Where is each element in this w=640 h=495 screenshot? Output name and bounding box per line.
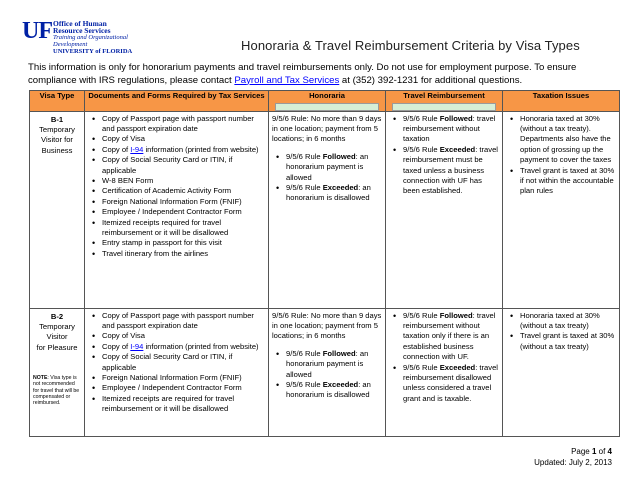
logo-line-1: Office of Human (53, 19, 107, 28)
table-row (30, 111, 620, 308)
visa-desc-line: for Pleasure (36, 342, 78, 352)
intro-text-before: This information is only for honorarium payments and travel reimbursements only. Do not use for employment purpose. To ensure compliance with IRS regulations, please contact (28, 62, 577, 86)
header-visa-type: Visa Type (30, 91, 85, 112)
list-item: • W-8 BEN Form (102, 176, 265, 186)
list-item: • Employee / Independent Contractor Form (102, 207, 265, 217)
page-footer (534, 447, 612, 468)
list-item: • Copy of I-94 information (printed from website) (102, 342, 265, 352)
list-item: • Copy of Social Security Card or ITIN, if applicable (102, 155, 265, 176)
list-item: • 9/5/6 Rule Exceeded: travel reimbursement disallowed unless considered a travel grant and is taxable. (403, 363, 499, 405)
header-green-bar (275, 103, 379, 111)
list-item: • 9/5/6 Rule Exceeded: an honorarium is disallowed (286, 183, 382, 204)
list-item: • Certification of Academic Activity Form (102, 186, 265, 196)
i94-link[interactable]: I-94 (130, 144, 144, 154)
page-number: Page 1 of 4 (571, 447, 612, 456)
visa-desc-line: Visitor for (41, 135, 73, 145)
visa-desc-line: Visitor (46, 332, 68, 342)
documents-cell (85, 308, 269, 436)
list-item: • Entry stamp in passport for this visit (102, 238, 265, 248)
table-header-row (30, 91, 620, 112)
updated-date: Updated: July 2, 2013 (534, 457, 612, 467)
list-item: • Copy of Social Security Card or ITIN, if applicable (102, 352, 265, 373)
visa-desc-line: Business (41, 145, 73, 155)
list-item: • Travel grant is taxed at 30% if not within the accountable plan rules (520, 166, 616, 197)
list-item: • Copy of Visa (102, 331, 265, 341)
list-item: • 9/5/6 Rule Exceeded: an honorarium is disallowed (286, 380, 382, 401)
visa-code: B-2 (50, 311, 64, 321)
uf-logo (22, 18, 162, 58)
payroll-tax-services-link[interactable]: Payroll and Tax Services (234, 74, 340, 86)
honoraria-rule-text: 9/5/6 Rule: No more than 9 days in one location; payment from 5 locations; in 6 months (272, 113, 382, 144)
visa-desc-line: Temporary (39, 321, 75, 331)
logo-line-3: Training and Organizational (53, 34, 128, 41)
list-item: • Honoraria taxed at 30% (without a tax treaty). Departments also have the option of grossing up the payment to cover the taxes (520, 114, 616, 166)
travel-cell (386, 308, 503, 436)
visa-type-cell (30, 308, 85, 436)
taxation-cell (503, 308, 620, 436)
list-item: • Foreign National Information Form (FNIF) (102, 197, 265, 207)
travel-cell (386, 111, 503, 308)
visa-type-cell (30, 111, 85, 308)
i94-link[interactable]: I-94 (130, 341, 144, 351)
list-item: • Foreign National Information Form (FNIF) (102, 373, 265, 383)
list-item: • Honoraria taxed at 30% (without a tax treaty) (520, 311, 616, 332)
list-item: • Copy of Passport page with passport number and passport expiration date (102, 311, 265, 332)
visa-code: B-1 (50, 114, 64, 124)
page-title: Honoraria & Travel Reimbursement Criteria by Visa Types (241, 38, 580, 53)
honoraria-rule-text: 9/5/6 Rule: No more than 9 days in one location; payment from 5 locations; in 6 months (272, 310, 382, 341)
intro-paragraph (28, 62, 623, 87)
list-item: • 9/5/6 Rule Followed: an honorarium payment is allowed (286, 152, 382, 183)
logo-line-4: Development (53, 41, 88, 48)
logo-line-2: Resource Services (53, 26, 111, 35)
list-item: • 9/5/6 Rule Followed: travel reimbursement without taxation only if there is an established business connection with UF. (403, 311, 499, 363)
list-item: • 9/5/6 Rule Exceeded: travel reimbursement must be taxed unless a business connection with UF has been established. (403, 145, 499, 197)
criteria-table (29, 90, 620, 437)
documents-cell (85, 111, 269, 308)
logo-line-5: UNIVERSITY of FLORIDA (53, 48, 133, 55)
visa-desc-line: Temporary (39, 124, 75, 134)
honoraria-cell (269, 308, 386, 436)
list-item: • Copy of Passport page with passport number and passport expiration date (102, 114, 265, 135)
honoraria-cell (269, 111, 386, 308)
list-item: • Itemized receipts required for travel reimbursement or it will be disallowed (102, 218, 265, 239)
list-item: • Travel grant is taxed at 30% (without a tax treaty) (520, 331, 616, 352)
header-documents: Documents and Forms Required by Tax Services (85, 91, 269, 112)
list-item: • Copy of Visa (102, 134, 265, 144)
list-item: • 9/5/6 Rule Followed: travel reimbursement without taxation (403, 114, 499, 145)
header-travel: Travel Reimbursement (386, 91, 503, 112)
table-row (30, 308, 620, 436)
header-green-bar (392, 103, 496, 111)
list-item: • Itemized receipts are required for travel reimbursement or it will be disallowed (102, 394, 265, 415)
list-item: • Travel itinerary from the airlines (102, 249, 265, 259)
intro-text-after: at (352) 392-1231 for additional questions. (339, 74, 523, 86)
taxation-cell (503, 111, 620, 308)
list-item: • 9/5/6 Rule Followed: an honorarium payment is allowed (286, 349, 382, 380)
list-item: • Employee / Independent Contractor Form (102, 383, 265, 393)
header-taxation: Taxation Issues (503, 91, 620, 112)
visa-note: NOTE: Visa type is not recommended for travel that will be compensated or reimbursed. (33, 375, 80, 407)
header-honoraria: Honoraria (269, 91, 386, 112)
uf-mark: UF (22, 18, 52, 44)
list-item: • Copy of I-94 information (printed from website) (102, 145, 265, 155)
logo-text (53, 20, 132, 55)
